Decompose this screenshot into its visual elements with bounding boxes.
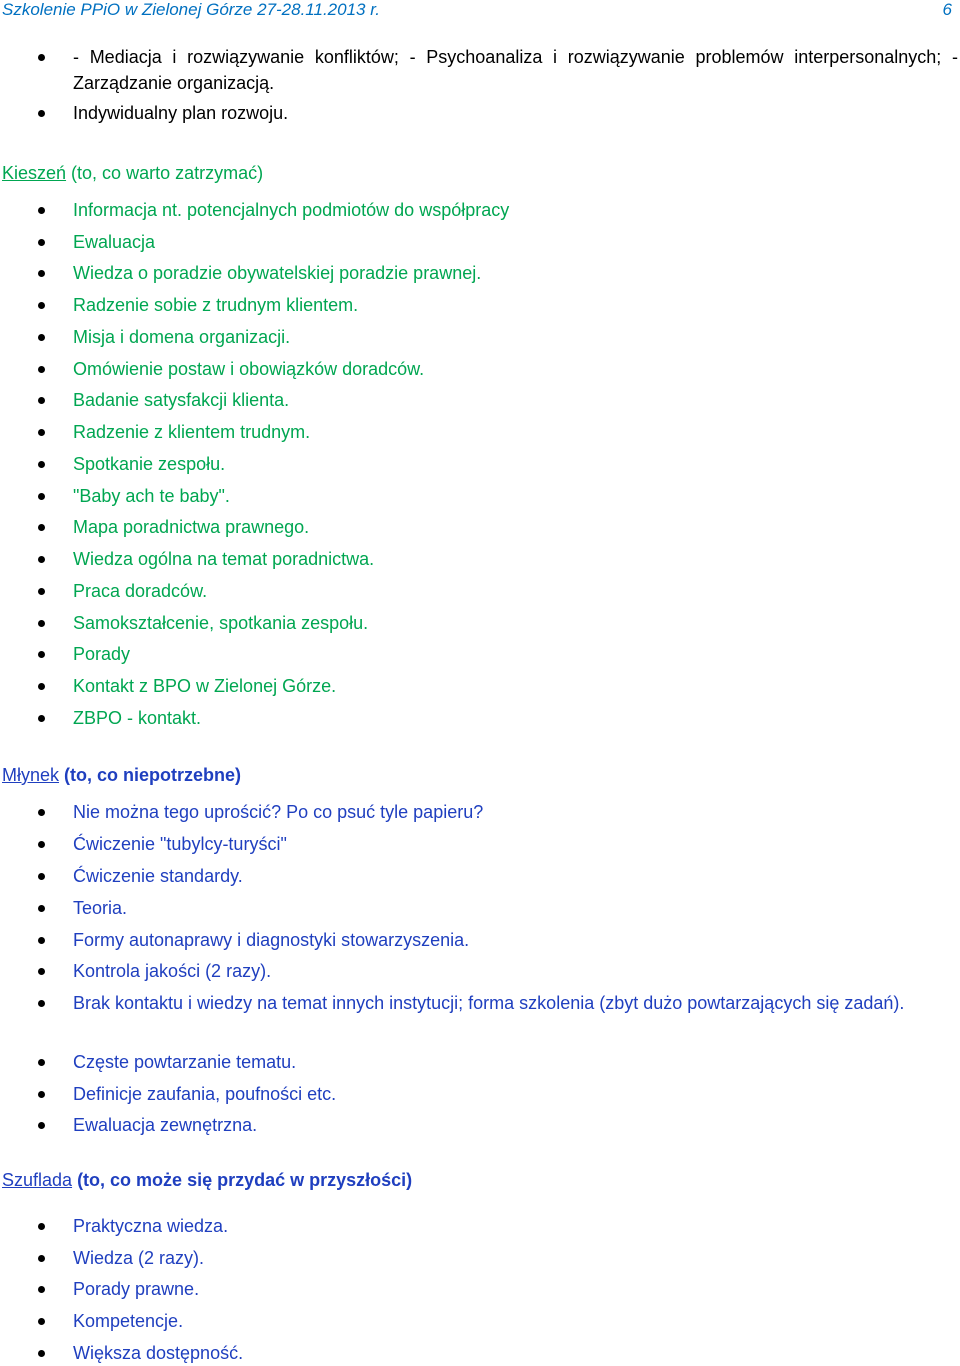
list-item-text: - Mediacja i rozwiązywanie konfliktów; - Psychoanaliza i rozwiązywanie problemów interpersonalnych; - Zarządzanie organizacją.: [73, 47, 958, 93]
list-item-text: Informacja nt. potencjalnych podmiotów do współpracy: [73, 200, 510, 220]
bullet-icon: [38, 366, 45, 373]
list-item-text: Brak kontaktu i wiedzy na temat innych instytucji; forma szkolenia (zbyt dużo powtarzających się zadań).: [73, 993, 905, 1013]
document-title: Szkolenie PPiO w Zielonej Górze 27-28.11.2013 r.: [2, 0, 380, 19]
list-item-text: Częste powtarzanie tematu.: [73, 1052, 297, 1072]
bullet-icon: [38, 715, 45, 722]
section-heading-mlynek: [2, 765, 241, 786]
heading-description: (to, co niepotrzebne): [59, 765, 242, 785]
bullet-icon: [38, 1223, 45, 1230]
list-item-text: Kontakt z BPO w Zielonej Górze.: [73, 676, 337, 696]
bullet-icon: [38, 207, 45, 214]
list-item-text: ZBPO - kontakt.: [73, 708, 202, 728]
list-item-text: Wiedza ogólna na temat poradnictwa.: [73, 549, 375, 569]
list-item-text: Ćwiczenie standardy.: [73, 866, 243, 886]
bullet-icon: [38, 1122, 45, 1129]
list-item-text: Porady prawne.: [73, 1279, 200, 1299]
list-item-text: Definicje zaufania, poufności etc.: [73, 1084, 337, 1104]
bullet-icon: [38, 905, 45, 912]
bullet-icon: [38, 1286, 45, 1293]
list-item-text: Praca doradców.: [73, 581, 208, 601]
bullet-icon: [38, 1350, 45, 1357]
bullet-icon: [38, 397, 45, 404]
list-item-text: Badanie satysfakcji klienta.: [73, 390, 290, 410]
bullet-icon: [38, 683, 45, 690]
list-item-text: Kompetencje.: [73, 1311, 184, 1331]
list-item-text: Mapa poradnictwa prawnego.: [73, 517, 310, 537]
heading-keyword: Szuflada: [2, 1170, 73, 1190]
list-item-text: Omówienie postaw i obowiązków doradców.: [73, 359, 425, 379]
bullet-icon: [38, 588, 45, 595]
bullet-icon: [38, 1091, 45, 1098]
bullet-icon: [38, 873, 45, 880]
bullet-icon: [38, 556, 45, 563]
bullet-icon: [38, 620, 45, 627]
page-number: 6: [942, 0, 952, 19]
bullet-icon: [38, 1255, 45, 1262]
bullet-icon: [38, 429, 45, 436]
list-item: [0, 44, 960, 96]
list-item-text: Porady: [73, 644, 131, 664]
list-item-text: Praktyczna wiedza.: [73, 1216, 229, 1236]
bullet-icon: [38, 968, 45, 975]
heading-keyword: Młynek: [2, 765, 60, 785]
list-item-text: Ewaluacja zewnętrzna.: [73, 1115, 258, 1135]
list-item-text: Wiedza (2 razy).: [73, 1248, 205, 1268]
bullet-icon: [38, 239, 45, 246]
list-item-text: Indywidualny plan rozwoju.: [73, 103, 289, 123]
list-item-text: Misja i domena organizacji.: [73, 327, 291, 347]
bullet-icon: [38, 270, 45, 277]
bullet-icon: [38, 809, 45, 816]
heading-description: (to, co warto zatrzymać): [66, 163, 264, 183]
list-item-text: Ewaluacja: [73, 232, 156, 252]
list-item-text: Większa dostępność.: [73, 1343, 244, 1363]
bullet-icon: [38, 651, 45, 658]
bullet-icon: [38, 110, 45, 117]
bullet-icon: [38, 937, 45, 944]
bullet-icon: [38, 524, 45, 531]
list-item-text: Teoria.: [73, 898, 128, 918]
list-item-text: Samokształcenie, spotkania zespołu.: [73, 613, 369, 633]
bullet-icon: [38, 493, 45, 500]
list-item-text: Kontrola jakości (2 razy).: [73, 961, 272, 981]
bullet-icon: [38, 841, 45, 848]
heading-keyword: Kieszeń: [2, 163, 67, 183]
list-item-text: Wiedza o poradzie obywatelskiej poradzie prawnej.: [73, 263, 482, 283]
list-item-text: Ćwiczenie "tubylcy-turyści": [73, 834, 287, 854]
bullet-icon: [38, 54, 45, 61]
bullet-icon: [38, 334, 45, 341]
list-item-text: Formy autonaprawy i diagnostyki stowarzyszenia.: [73, 930, 470, 950]
list-item: [0, 990, 960, 1044]
list-item-text: Nie można tego uprościć? Po co psuć tyle papieru?: [73, 802, 484, 822]
list-item-text: Spotkanie zespołu.: [73, 454, 226, 474]
section-heading-szuflada: [2, 1170, 412, 1191]
bullet-icon: [38, 302, 45, 309]
bullet-icon: [38, 1059, 45, 1066]
bullet-icon: [38, 1318, 45, 1325]
bullet-icon: [38, 461, 45, 468]
page-header: [2, 0, 952, 26]
list-item-text: Radzenie sobie z trudnym klientem.: [73, 295, 359, 315]
list-item-text: Radzenie z klientem trudnym.: [73, 422, 311, 442]
section-heading-kieszen: [2, 163, 263, 184]
bullet-icon: [38, 1000, 45, 1007]
heading-description: (to, co może się przydać w przyszłości): [72, 1170, 413, 1190]
list-item-text: "Baby ach te baby".: [73, 486, 230, 506]
